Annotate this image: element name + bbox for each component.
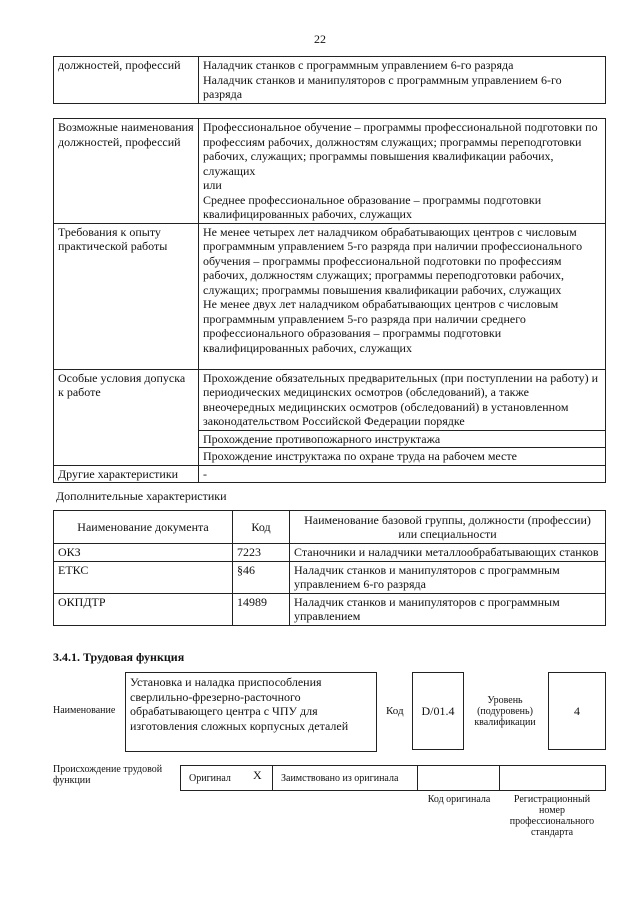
function-name-box: Установка и наладка приспособления сверлильно-фрезерно-расточного обрабатывающего центра с ЧПУ для изготовления сложных корпусных деталей (125, 672, 377, 752)
page-number: 22 (314, 32, 326, 46)
code-original-label: Код оригинала (427, 794, 491, 805)
row-label-education: Возможные наименования должностей, профессий (54, 119, 199, 224)
row-value-other: - (199, 465, 606, 483)
job-titles-table (53, 56, 606, 104)
row-value-experience (199, 223, 606, 369)
origin-label: Происхождение трудовой функции (53, 764, 163, 786)
table-row (54, 561, 606, 593)
divider (499, 766, 500, 790)
section-title: 3.4.1. Трудовая функция (53, 650, 185, 664)
code-label: Код (386, 705, 404, 717)
borrowed-label: Заимствовано из оригинала (281, 773, 399, 784)
level-value-box: 4 (548, 672, 606, 750)
name-label: Наименование (53, 705, 116, 716)
job-titles-label: должностей, профессий (54, 57, 199, 104)
experience-line-2: Не менее двух лет наладчиком обрабатывающих центров с числовым программным управлением 5-го разряда при наличии среднего профессионального образования – программы подготовки квалифицированных рабочих, служащих (203, 297, 559, 355)
cell-group: Станочники и наладчики металлообрабатывающих станков (290, 544, 606, 562)
admission-safety-briefing: Прохождение инструктажа по охране труда на рабочем месте (199, 448, 606, 466)
original-label: Оригинал (189, 773, 231, 784)
level-label: Уровень (подуровень) квалификации (474, 695, 536, 728)
header-group: Наименование базовой группы, должности (профессии) или специальности (290, 511, 606, 544)
experience-line-1: Не менее четырех лет наладчиком обрабатывающих центров с числовым программным управлением 5-го разряда при наличии профессионального обучения – программы профессиональной подготовки по профессиям рабочих, должностям служащих; программы переподготовки рабочих, служащих; программы повышения квалификации рабочих, служащих (203, 224, 583, 297)
job-title-1: Наладчик станков с программным управлением 6-го разряда (203, 58, 514, 72)
row-label-other: Другие характеристики (54, 465, 199, 483)
code-value-box: D/01.4 (412, 672, 464, 750)
header-code: Код (233, 511, 290, 544)
header-document: Наименование документа (54, 511, 233, 544)
row-value-education (199, 119, 606, 224)
education-line-1: Профессиональное обучение – программы профессиональной подготовки по профессиям рабочих, должностям служащих; программы переподготовки рабочих, служащих; программы повышения квалификации рабочих, служащих (203, 120, 598, 178)
divider (417, 766, 418, 790)
requirements-table (53, 118, 606, 483)
education-line-3: Среднее профессиональное образование – программы подготовки квалифицированных рабочих, служащих (203, 192, 542, 221)
divider (272, 766, 273, 790)
cell-code: 14989 (233, 593, 290, 625)
additional-characteristics-title: Дополнительные характеристики (56, 489, 227, 503)
original-mark: X (253, 768, 262, 782)
row-label-experience: Требования к опыту практической работы (54, 223, 199, 369)
table-row (54, 544, 606, 562)
cell-document: ОКЗ (54, 544, 233, 562)
cell-group: Наладчик станков и манипуляторов с программным управлением 6-го разряда (290, 561, 606, 593)
job-title-2: Наладчик станков и манипуляторов с программным управлением 6-го разряда (203, 72, 562, 101)
table-row (54, 593, 606, 625)
cell-document: ЕТКС (54, 561, 233, 593)
cell-document: ОКПДТР (54, 593, 233, 625)
admission-fire-briefing: Прохождение противопожарного инструктажа (199, 430, 606, 448)
cell-group: Наладчик станков и манипуляторов с программным управлением (290, 593, 606, 625)
reg-number-label: Регистрационный номер профессионального стандарта (509, 794, 595, 838)
classifier-table (53, 510, 606, 626)
cell-code: §46 (233, 561, 290, 593)
job-titles-values (199, 57, 606, 104)
origin-row (180, 765, 606, 791)
cell-code: 7223 (233, 544, 290, 562)
row-label-admission: Особые условия допуска к работе (54, 369, 199, 465)
education-line-2: или (203, 178, 222, 192)
admission-medical: Прохождение обязательных предварительных (при поступлении на работу) и периодических медицинских осмотров (обследований), а также внеочередных медицинских осмотров (обследований) в установленном законодательством Российской Федерации порядке (199, 369, 606, 430)
